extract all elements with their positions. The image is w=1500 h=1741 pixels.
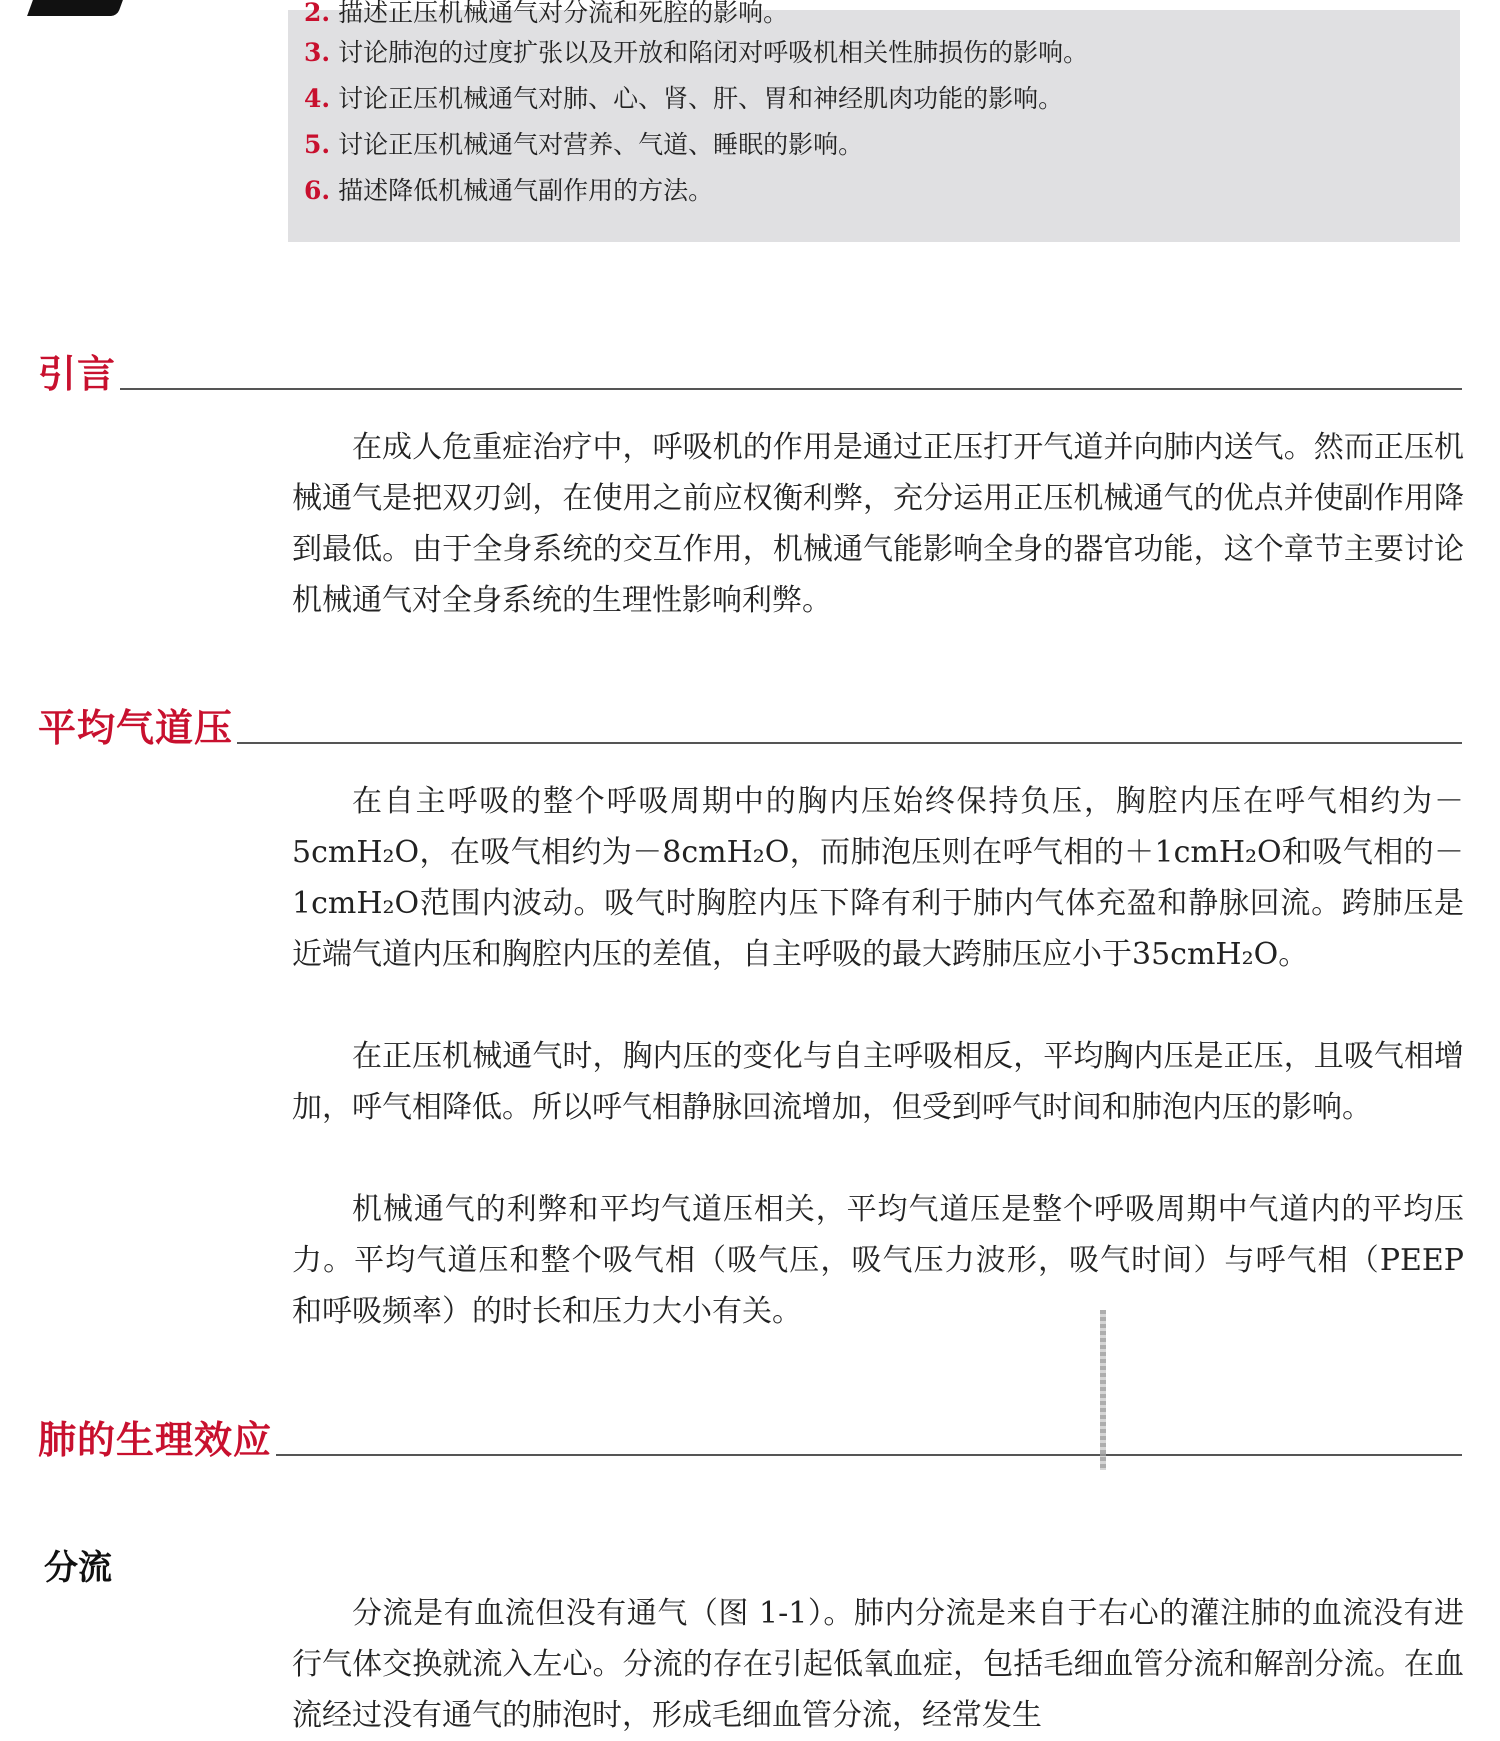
section-rule <box>237 742 1462 744</box>
objective-item <box>304 130 863 160</box>
objective-item <box>304 38 1088 68</box>
objective-text: 讨论正压机械通气对营养、气道、睡眠的影响。 <box>338 130 864 159</box>
intro-paragraph: 在成人危重症治疗中，呼吸机的作用是通过正压打开气道并向肺内送气。然而正压机械通气是把双刃剑，在使用之前应权衡利弊，充分运用正压机械通气的优点并使副作用降到最低。由于全身系统的交互作用，机械通气能影响全身的器官功能，这个章节主要讨论机械通气对全身系统的生理性影响利弊。 <box>292 430 1464 618</box>
section-rule <box>120 388 1462 390</box>
objective-text: 描述正压机械通气对分流和死腔的影响。 <box>338 0 789 27</box>
subsection-title-shunt: 分流 <box>44 1548 112 1588</box>
objective-number: 4. <box>304 84 331 113</box>
objective-text: 讨论正压机械通气对肺、心、肾、肝、胃和神经肌肉功能的影响。 <box>338 84 1064 113</box>
objective-number: 2. <box>304 0 331 27</box>
objective-item <box>304 0 788 28</box>
section-heading-intro <box>38 352 1462 396</box>
scan-artifact <box>1100 1310 1106 1470</box>
objective-text: 讨论肺泡的过度扩张以及开放和陷闭对呼吸机相关性肺损伤的影响。 <box>338 38 1089 67</box>
objective-number: 5. <box>304 130 331 159</box>
shunt-paragraph: 分流是有血流但没有通气（图 1-1）。肺内分流是来自于右心的灌注肺的血流没有进行气体交换就流入左心。分流的存在引起低氧血症，包括毛细血管分流和解剖分流。在血流经过没有通气的肺泡时，形成毛细血管分流，经常发生 <box>292 1596 1464 1733</box>
maw-paragraph-2: 在正压机械通气时，胸内压的变化与自主呼吸相反，平均胸内压是正压，且吸气相增加，呼气相降低。所以呼气相静脉回流增加，但受到呼气时间和肺泡内压的影响。 <box>292 1039 1464 1125</box>
objective-number: 3. <box>304 38 331 67</box>
page-corner-mark <box>27 0 123 16</box>
objective-text: 描述降低机械通气副作用的方法。 <box>338 176 714 205</box>
section-heading-mean-airway-pressure <box>38 706 1462 750</box>
section-title: 肺的生理效应 <box>38 1417 273 1462</box>
section-title: 引言 <box>38 351 117 396</box>
section-heading-lung-effects <box>38 1418 1462 1462</box>
objective-item <box>304 176 713 206</box>
maw-paragraph-1: 在自主呼吸的整个呼吸周期中的胸内压始终保持负压，胸腔内压在呼气相约为－5cmH₂O，在吸气相约为－8cmH₂O，而肺泡压则在呼气相的＋1cmH₂O和吸气相的－1cmH₂O范围内波动。吸气时胸腔内压下降有利于肺内气体充盈和静脉回流。跨肺压是近端气道内压和胸腔内压的差值，自主呼吸的最大跨肺压应小于35cmH₂O。 <box>292 784 1464 972</box>
section-rule <box>276 1454 1462 1456</box>
section-title: 平均气道压 <box>38 705 234 750</box>
learning-objectives-box <box>288 0 1460 242</box>
maw-paragraph-3: 机械通气的利弊和平均气道压相关，平均气道压是整个呼吸周期中气道内的平均压力。平均气道压和整个吸气相（吸气压，吸气压力波形，吸气时间）与呼气相（PEEP 和呼吸频率）的时长和压力大小有关。 <box>292 1192 1464 1329</box>
objective-number: 6. <box>304 176 331 205</box>
objective-item <box>304 84 1063 114</box>
